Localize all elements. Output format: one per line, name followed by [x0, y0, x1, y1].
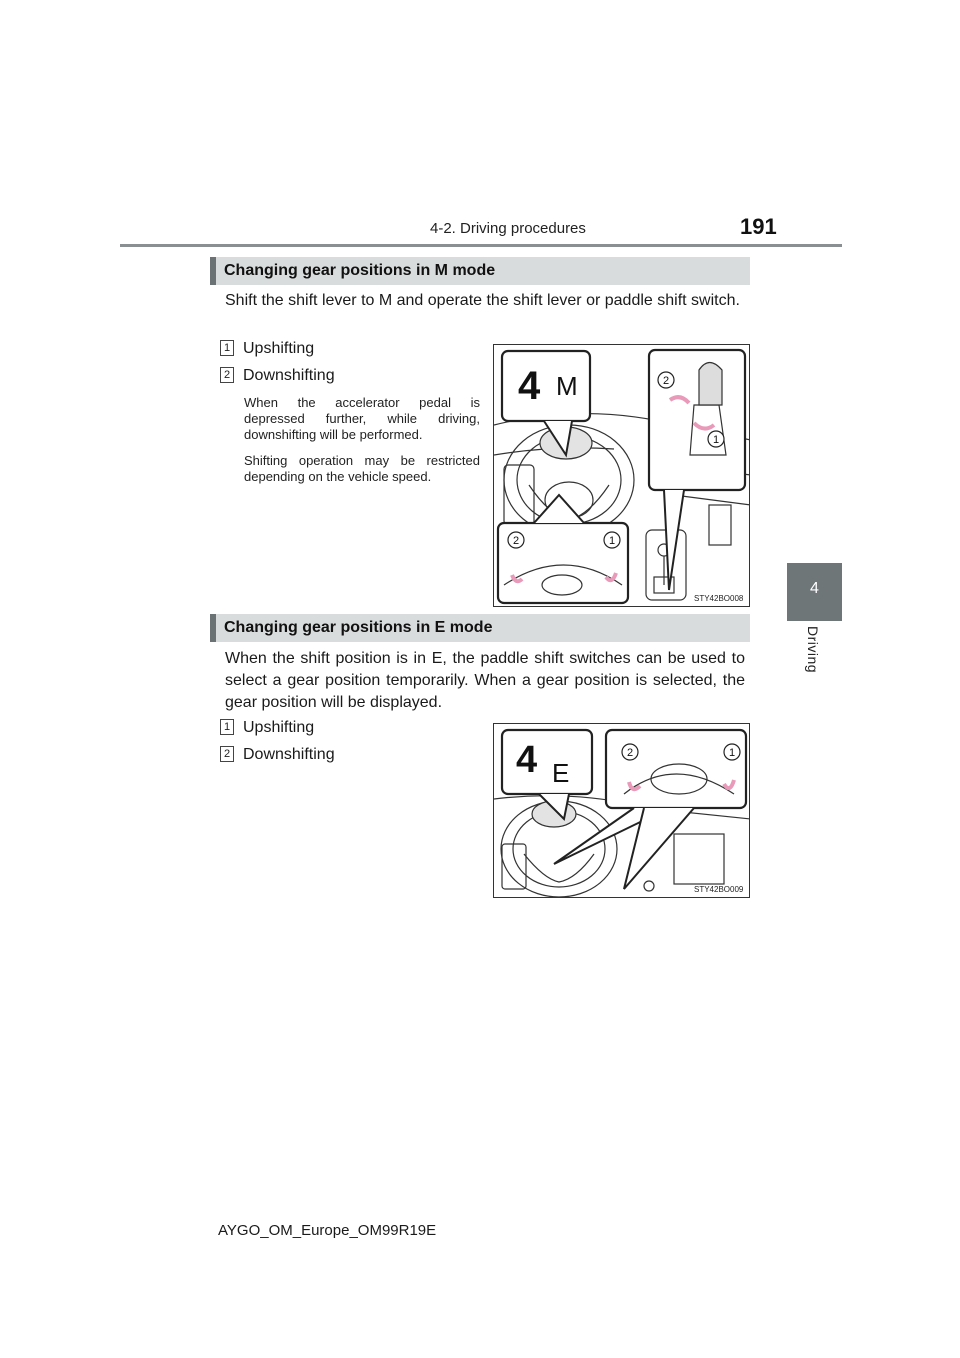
- figure-e-mode: [493, 723, 750, 898]
- e-mode-illustration: [494, 724, 750, 898]
- m-mode-illustration: [494, 345, 750, 607]
- display-gear-e: 4: [516, 739, 538, 781]
- header-rule: [120, 244, 842, 247]
- e-mode-intro: When the shift position is in E, the paddle shift switches can be used to select a gear position temporarily. When a gear position is selected, the gear position will be displayed.: [225, 650, 745, 711]
- item-number-2: 2: [220, 367, 234, 383]
- m-mode-intro: Shift the shift lever to M and operate the shift lever or paddle shift switch.: [225, 292, 740, 309]
- callout-m-2-top: 2: [662, 375, 670, 387]
- item-number-2-e: 2: [220, 746, 234, 762]
- note-accelerator: When the accelerator pedal is depressed further, while driving, downshifting will be performed.: [244, 395, 480, 442]
- item-upshifting: Upshifting: [243, 340, 315, 357]
- item-number-1-e: 1: [220, 719, 234, 735]
- chapter-label-text: Driving: [805, 626, 821, 674]
- running-header-section: 4-2. Driving procedures: [430, 220, 586, 237]
- figure-m-mode: [493, 344, 750, 607]
- figure-code-m: STY42BO008: [694, 594, 744, 603]
- section-heading-e-mode: Changing gear positions in E mode: [210, 614, 750, 642]
- page-number: 191: [740, 214, 777, 239]
- callout-e-2: 2: [626, 747, 634, 759]
- callout-m-2-paddle: 2: [512, 535, 520, 547]
- section-heading-m-mode: Changing gear positions in M mode: [210, 257, 750, 285]
- display-mode-m: M: [556, 371, 578, 401]
- callout-m-1-top: 1: [712, 434, 720, 446]
- item-downshifting: Downshifting: [243, 367, 335, 384]
- display-mode-e: E: [552, 758, 570, 788]
- note-speed-restriction: Shifting operation may be restricted depending on the vehicle speed.: [244, 453, 480, 484]
- figure-code-e: STY42BO009: [694, 885, 744, 894]
- footer-doc-id: AYGO_OM_Europe_OM99R19E: [218, 1222, 437, 1239]
- item-downshifting-e: Downshifting: [243, 746, 335, 763]
- item-number-1: 1: [220, 340, 234, 356]
- item-upshifting-e: Upshifting: [243, 719, 315, 736]
- callout-m-1-paddle: 1: [608, 535, 616, 547]
- chapter-label: [787, 626, 842, 686]
- chapter-number: 4: [810, 580, 819, 597]
- display-gear-m: 4: [518, 364, 541, 408]
- callout-e-1: 1: [728, 747, 736, 759]
